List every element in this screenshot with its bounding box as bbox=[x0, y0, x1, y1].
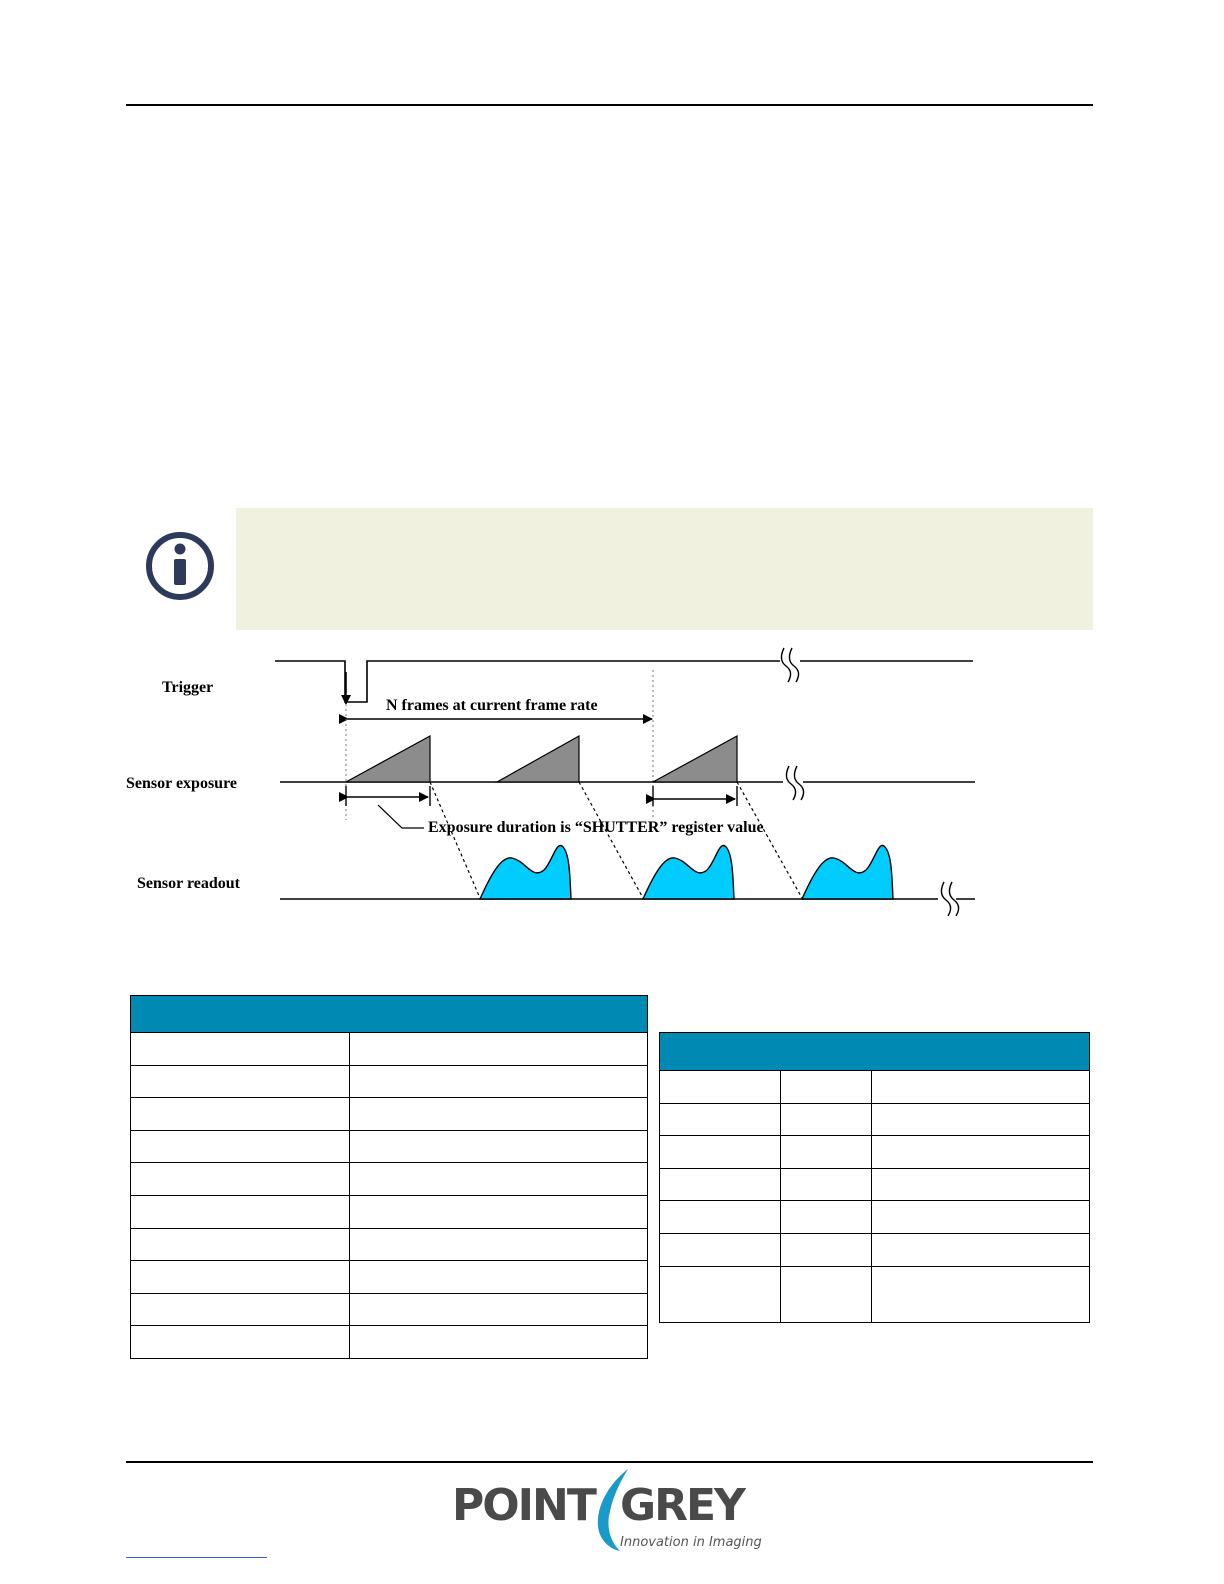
left-table-header bbox=[131, 996, 648, 1033]
table-cell bbox=[350, 1326, 648, 1359]
table-cell bbox=[872, 1168, 1090, 1201]
point-grey-logo bbox=[450, 1465, 770, 1555]
table-cell bbox=[350, 1293, 648, 1326]
table-cell bbox=[350, 1163, 648, 1196]
table-cell bbox=[781, 1266, 872, 1322]
table-cell bbox=[781, 1136, 872, 1169]
table-cell bbox=[660, 1233, 781, 1266]
table-cell bbox=[781, 1233, 872, 1266]
exposure-triangle bbox=[653, 736, 737, 782]
timing-diagram bbox=[0, 640, 1224, 940]
table-cell bbox=[781, 1103, 872, 1136]
info-icon bbox=[144, 530, 216, 602]
table-cell bbox=[350, 1261, 648, 1294]
footer-link[interactable] bbox=[126, 1557, 267, 1558]
table-cell bbox=[350, 1195, 648, 1228]
table-cell bbox=[781, 1201, 872, 1234]
table-cell bbox=[131, 1261, 350, 1294]
table-cell bbox=[350, 1130, 648, 1163]
table-cell bbox=[660, 1266, 781, 1322]
exposure-triangle bbox=[346, 736, 430, 782]
logo-text-right: GREY bbox=[620, 1480, 744, 1531]
readout-pulse bbox=[480, 845, 571, 899]
table-cell bbox=[872, 1103, 1090, 1136]
right-table bbox=[659, 1032, 1090, 1323]
table-cell bbox=[131, 1098, 350, 1131]
table-cell bbox=[872, 1201, 1090, 1234]
table-cell bbox=[872, 1071, 1090, 1104]
table-cell bbox=[660, 1168, 781, 1201]
n-frames-annotation: N frames at current frame rate bbox=[386, 697, 598, 714]
trigger-signal bbox=[275, 661, 780, 702]
table-cell bbox=[350, 1098, 648, 1131]
header-rule bbox=[126, 104, 1093, 106]
table-cell bbox=[872, 1266, 1090, 1322]
logo-tagline: Innovation in Imaging bbox=[620, 1535, 762, 1550]
table-cell bbox=[660, 1201, 781, 1234]
table-cell bbox=[350, 1033, 648, 1066]
table-cell bbox=[872, 1136, 1090, 1169]
break-mark bbox=[781, 648, 790, 682]
logo-text-left: POINT bbox=[452, 1480, 595, 1531]
sensor-readout-label: Sensor readout bbox=[137, 875, 240, 892]
table-cell bbox=[131, 1228, 350, 1261]
table-cell bbox=[872, 1233, 1090, 1266]
table-cell bbox=[350, 1065, 648, 1098]
table-cell bbox=[131, 1033, 350, 1066]
table-cell bbox=[131, 1065, 350, 1098]
table-cell bbox=[131, 1163, 350, 1196]
readout-pulse bbox=[643, 845, 734, 899]
right-table-header bbox=[660, 1033, 1090, 1071]
exposure-duration-annotation: Exposure duration is “SHUTTER” register value bbox=[428, 819, 764, 836]
table-cell bbox=[131, 1130, 350, 1163]
table-cell bbox=[131, 1326, 350, 1359]
note-box bbox=[236, 508, 1093, 630]
table-cell bbox=[350, 1228, 648, 1261]
table-cell bbox=[660, 1071, 781, 1104]
table-cell bbox=[660, 1103, 781, 1136]
table-cell bbox=[131, 1293, 350, 1326]
table-cell bbox=[781, 1071, 872, 1104]
readout-pulse bbox=[802, 845, 893, 899]
left-table bbox=[130, 995, 648, 1359]
trigger-label: Trigger bbox=[162, 679, 214, 696]
table-cell bbox=[660, 1136, 781, 1169]
sensor-exposure-label: Sensor exposure bbox=[126, 775, 237, 792]
footer-rule bbox=[126, 1461, 1093, 1463]
exposure-triangle bbox=[497, 736, 579, 782]
table-cell bbox=[781, 1168, 872, 1201]
table-cell bbox=[131, 1195, 350, 1228]
